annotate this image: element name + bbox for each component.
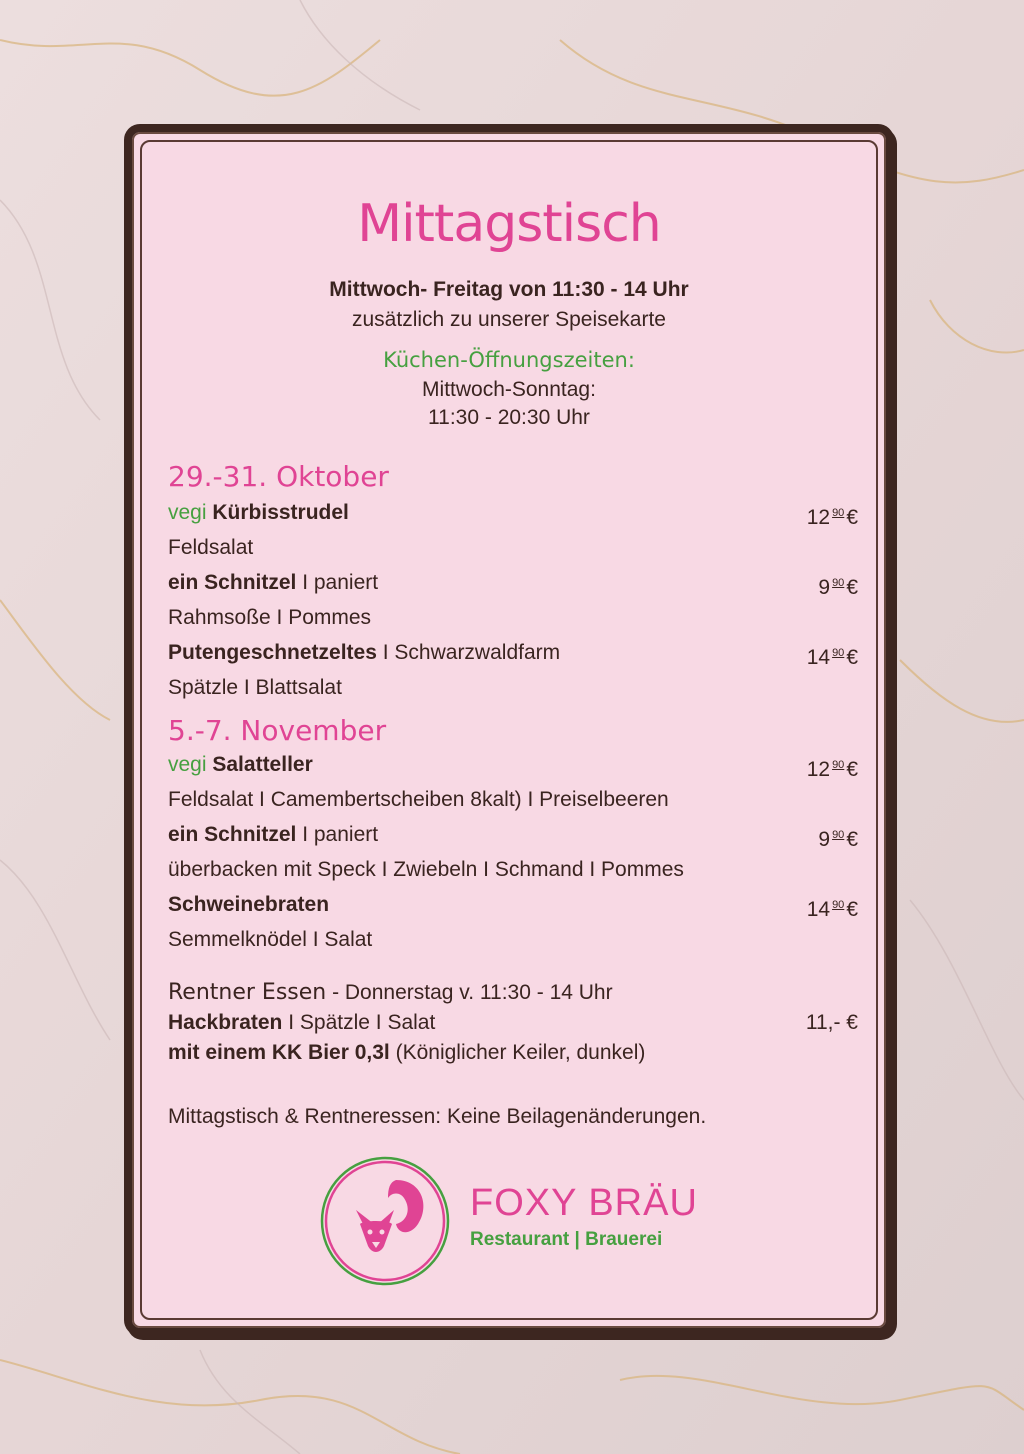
dish-sides: Rahmsoße I Pommes: [168, 606, 372, 629]
dish-name: Schweinebraten: [168, 893, 330, 916]
dish-price: 12 $^{90}$€: [806, 506, 858, 529]
dish-price: 12 $^{90}$€: [806, 758, 858, 781]
menu-item: [168, 498, 858, 563]
dish-price: 14 $^{90}$€: [806, 898, 858, 921]
vegi-tag: vegi: [168, 501, 207, 524]
dish-name: Salatteller: [212, 753, 313, 776]
kitchen-hours-label: Küchen-Öffnungszeiten:: [383, 348, 635, 372]
menu-item: [168, 890, 858, 955]
menu-item: [168, 568, 858, 633]
dish-name: Putengeschnetzeltes: [168, 641, 377, 664]
senior-meal-schedule: - Donnerstag v. 11:30 - 14 Uhr: [326, 981, 613, 1004]
senior-meal: [168, 978, 858, 1068]
menu-title: Mittagstisch: [357, 194, 661, 254]
senior-meal-label: Rentner Essen: [168, 980, 327, 1005]
menu-note: zusätzlich zu unserer Speisekarte: [352, 308, 666, 331]
vegi-tag: vegi: [168, 753, 207, 776]
fox-logo-icon: [318, 1154, 452, 1288]
senior-drink-detail: (Königlicher Keiler, dunkel): [389, 1041, 646, 1064]
menu-item: [168, 750, 858, 815]
dish-sides: Feldsalat I Camembertscheiben 8kalt) I Preiselbeeren: [168, 788, 669, 811]
dish-detail: I paniert: [296, 823, 379, 846]
dish-sides: überbacken mit Speck I Zwiebeln I Schmand I Pommes: [168, 858, 684, 881]
dish-sides: Spätzle I Blattsalat: [168, 676, 342, 699]
dish-price: 9 $^{90}$€: [818, 828, 858, 851]
dish-sides: Semmelknödel I Salat: [168, 928, 373, 951]
senior-dish-name: Hackbraten: [168, 1011, 283, 1034]
senior-dish-detail: I Spätzle I Salat: [282, 1011, 436, 1034]
senior-drink-name: mit einem KK Bier 0,3l: [168, 1041, 390, 1064]
brand-name: FOXY BRÄU: [470, 1182, 698, 1224]
footer-note: Mittagstisch & Rentneressen: Keine Beilagenänderungen.: [168, 1105, 707, 1128]
dish-sides: Feldsalat: [168, 536, 254, 559]
kitchen-hours: 11:30 - 20:30 Uhr: [428, 406, 590, 429]
kitchen-days: Mittwoch-Sonntag:: [422, 378, 596, 401]
menu-item: [168, 820, 858, 885]
dish-price: 9 $^{90}$€: [818, 576, 858, 599]
senior-price: 11,- €: [805, 1011, 858, 1034]
dish-price: 14 $^{90}$€: [806, 646, 858, 669]
dish-detail: I paniert: [296, 571, 379, 594]
dish-name: ein Schnitzel: [168, 571, 297, 594]
menu-item: [168, 638, 858, 703]
week-dates: 5.-7. November: [168, 714, 387, 747]
week-dates: 29.-31. Oktober: [168, 460, 389, 493]
menu-board: [124, 124, 894, 1336]
dish-name: Kürbisstrudel: [212, 501, 349, 524]
brand-subtitle: Restaurant | Brauerei: [470, 1229, 663, 1250]
lunch-hours: Mittwoch- Freitag von 11:30 - 14 Uhr: [329, 278, 689, 301]
brand: [470, 1182, 698, 1251]
dish-detail: I Schwarzwaldfarm: [376, 641, 561, 664]
dish-name: ein Schnitzel: [168, 823, 297, 846]
